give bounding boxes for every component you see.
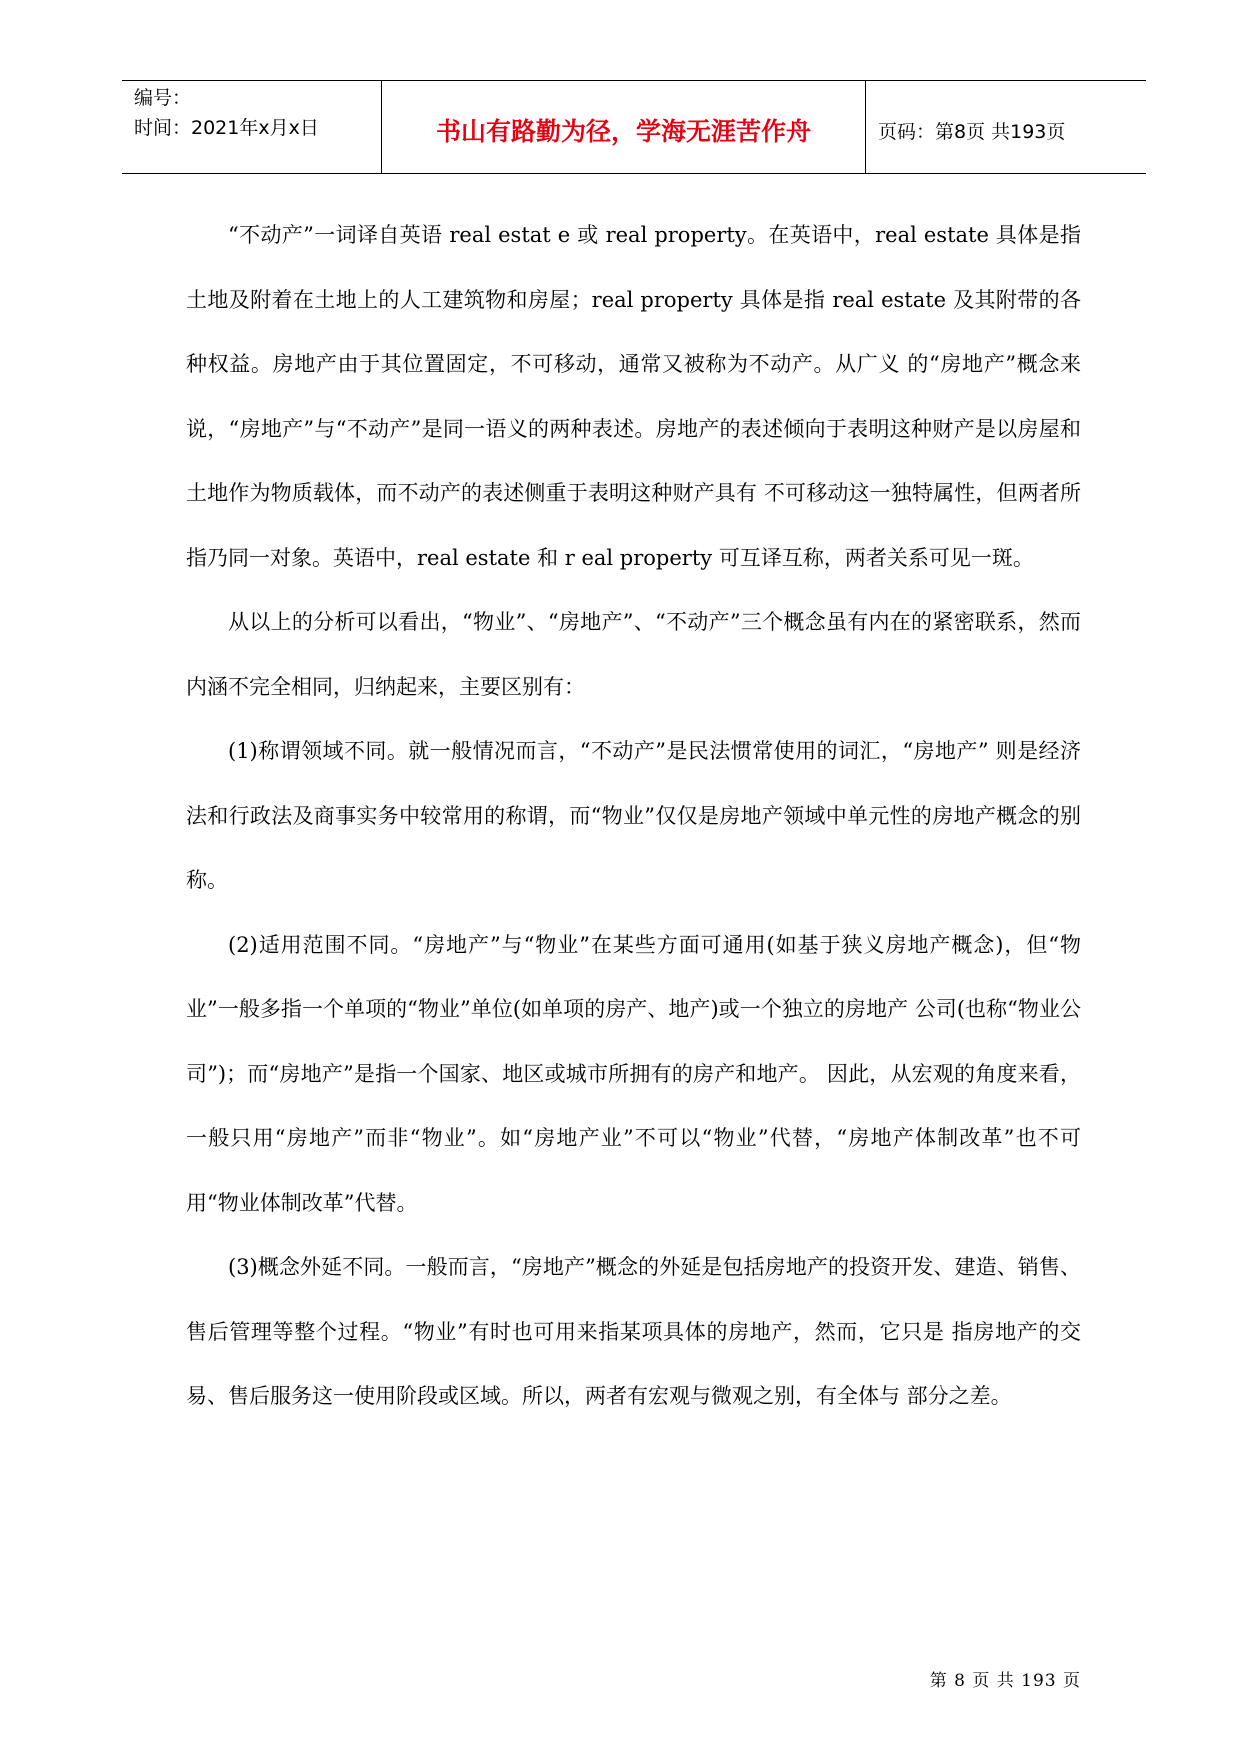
- page-footer: 第 8 页 共 193 页: [929, 1671, 1081, 1691]
- header-motto-cell: [382, 81, 866, 173]
- header-page-cell: [866, 81, 1146, 173]
- document-body: [186, 203, 1081, 1429]
- header-page-label: 页码：第8页 共193页: [878, 120, 1066, 143]
- paragraph: (3)概念外延不同。一般而言，“房地产”概念的外延是包括房地产的投资开发、建造、销售、售后管理等整个过程。“物业”有时也可用来指某项具体的房地产，然而，它只是 指房地产的交易、售后服务这一使用阶段或区域。所以，两者有宏观与微观之别，有全体与 部分之差。: [186, 1255, 1081, 1408]
- header-meta-cell: [122, 81, 382, 173]
- document-header: [122, 80, 1146, 174]
- paragraph: (2)适用范围不同。“房地产”与“物业”在某些方面可通用(如基于狭义房地产概念)，但“物业”一般多指一个单项的“物业”单位(如单项的房产、地产)或一个独立的房地产 公司(也称“物业公司”)；而“房地产”是指一个国家、地区或城市所拥有的房产和地产。 因此，从宏观的角度来看，一般只用“房地产”而非“物业”。如“房地产业”不可以“物业”代替，“房地产体制改革”也不可用“物业体制改革”代替。: [186, 932, 1081, 1215]
- header-motto: 书山有路勤为径，学海无涯苦作舟: [435, 117, 811, 146]
- paragraph: “不动产”一词译自英语 real estat e 或 real property。在英语中，real estate 具体是指土地及附着在土地上的人工建筑物和房屋；real property 具体是指 real estate 及其附带的各种权益。房地产由于其位置固定，不可移动，通常又被称为不动产。从广义 的“房地产”概念来说，“房地产”与“不动产”是同一语义的两种表述。房地产的表述倾向于表明这种财产是以房屋和土地作为物质载体，而不动产的表述侧重于表明这种财产具有 不可移动这一独特属性，但两者所指乃同一对象。英语中，real estate 和 r eal property 可互译互称，两者关系可见一斑。: [186, 223, 1081, 570]
- paragraph: (1)称谓领域不同。就一般情况而言，“不动产”是民法惯常使用的词汇，“房地产” 则是经济法和行政法及商事实务中较常用的称谓，而“物业”仅仅是房地产领域中单元性的房地产概念的别称。: [186, 739, 1081, 892]
- time-label: 时间：2021年x月x日: [134, 117, 319, 139]
- paragraph: 从以上的分析可以看出，“物业”、“房地产”、“不动产”三个概念虽有内在的紧密联系，然而内涵不完全相同，归纳起来，主要区别有：: [186, 610, 1081, 699]
- number-label: 编号：: [134, 87, 192, 109]
